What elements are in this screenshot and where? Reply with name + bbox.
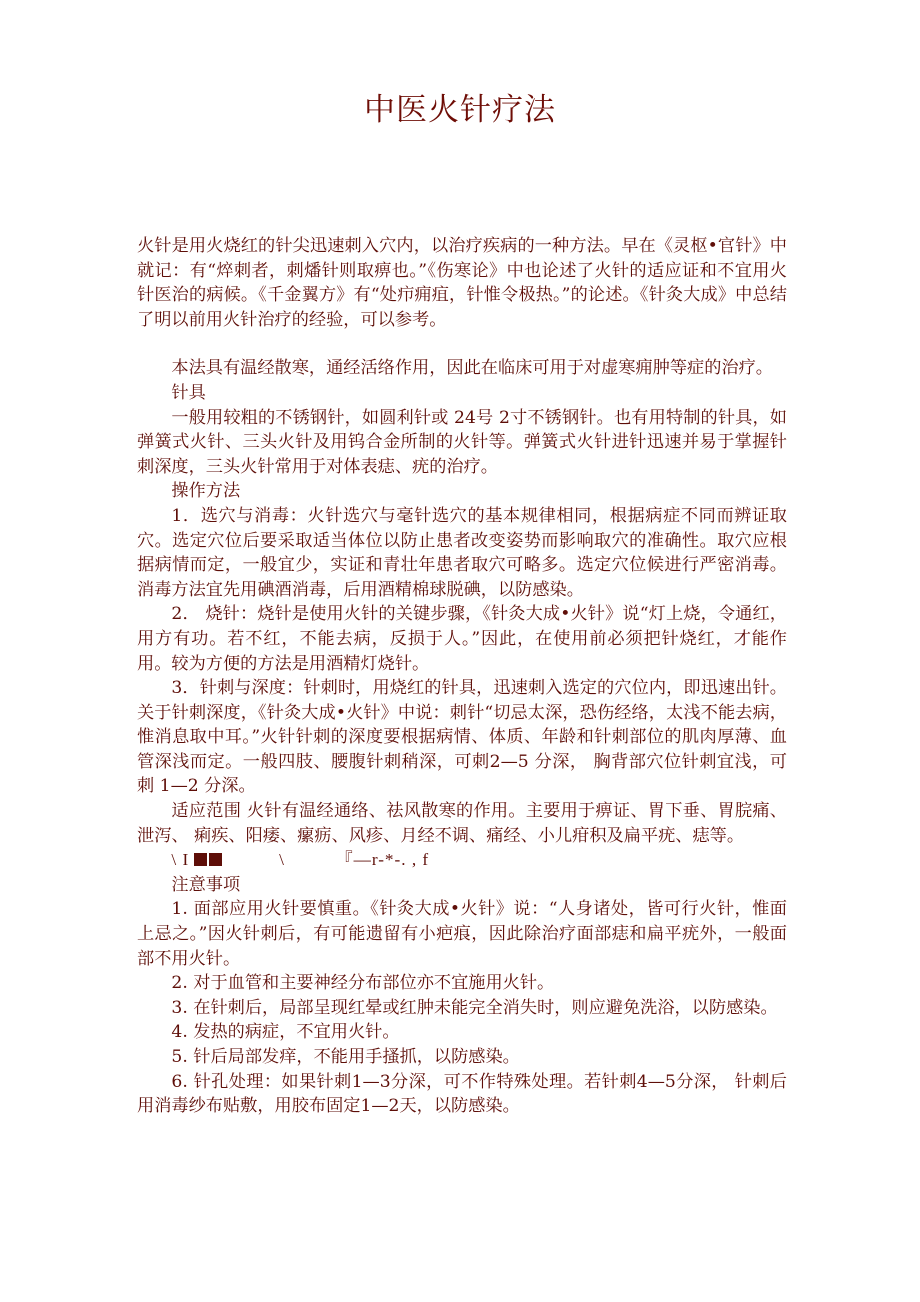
black-square-mark [209, 853, 222, 866]
method-heading: 操作方法 [171, 481, 241, 502]
scope-paragraph: 适应范围 火针有温经通络、祛风散寒的作用。主要用于痹证、胃下垂、胃脘痛、泄泻、 痢疾、阳痿、瘰疬、风疹、月经不调、痛经、小儿疳积及扁平疣、痣等。 [137, 801, 787, 846]
note-item-5: 5. 针后局部发痒，不能用手搔抓，以防感染。 [171, 1047, 520, 1067]
document-body [137, 234, 787, 1119]
notes-heading: 注意事项 [171, 874, 241, 895]
note-item-2: 2. 对于血管和主要神经分布部位亦不宜施用火针。 [171, 973, 555, 994]
garbled-fragment-a: \ I [171, 850, 190, 870]
garbled-fragment-c: 『—r-*-. , f [335, 850, 430, 870]
garbled-ocr-line [137, 848, 787, 873]
method-step-2: 2． 烧针：烧针是使用火针的关键步骤，《针灸大成•火针》说“灯上烧，令通红，用方有功。若不红，不能去病，反损于人。”因此，在使用前必须把针烧红，才能作用。较为方便的方法是用酒精灯烧针。 [137, 604, 787, 674]
black-square-mark [194, 853, 207, 866]
intro-paragraph: 火针是用火烧红的针尖迅速刺入穴内，以治疗疾病的一种方法。早在《灵枢•官针》中就记：有“焠刺者，刺燔针则取痹也。”《伤寒论》中也论述了火针的适应证和不宜用火针医治的病候。《千金翼方》有“处疖痈疽，针惟令极热。”的论述。《针灸大成》中总结了明以前用火针治疗的经验，可以参考。 [137, 236, 787, 330]
note-item-6: 6. 针孔处理：如果针刺1—3分深，可不作特殊处理。若针刺4—5分深， 针刺后用消毒纱布贴敷，用胶布固定1—2天，以防感染。 [137, 1071, 787, 1117]
method-step-1: 1．选穴与消毒：火针选穴与毫针选穴的基本规律相同，根据病症不同而辨证取穴。选定穴位后要采取适当体位以防止患者改变姿势而影响取穴的准确性。取穴应根据病情而定，一般宜少，实证和青壮年患者取穴可略多。选定穴位候进行严密消毒。消毒方法宜先用碘酒消毒，后用酒精棉球脱碘，以防感染。 [137, 505, 787, 600]
tools-paragraph: 一般用较粗的不锈钢针，如圆利针或 24号 2寸不锈钢针。也有用特制的针具，如弹簧式火针、三头火针及用钨合金所制的火针等。弹簧式火针进针迅速并易于掌握针刺深度，三头火针常用于对体表痣、疣的治疗。 [137, 407, 787, 477]
method-step-3: 3．针刺与深度：针刺时，用烧红的针具，迅速刺入选定的穴位内，即迅速出针。关于针刺深度，《针灸大成•火针》中说：刺针“切忌太深，恐伤经络，太浅不能去病，惟消息取中耳。”火针针刺的深度要根据病情、体质、年龄和针刺部位的肌肉厚薄、血管深浅而定。一般四肢、腰腹针刺稍深，可刺2—5 分深， 胸背部穴位针刺宜浅，可刺 1—2 分深。 [137, 678, 787, 797]
note-item-1: 1. 面部应用火针要慎重。《针灸大成•火针》说：“人身诸处，皆可行火针，惟面上忌之。”因火针刺后，有可能遗留有小疤痕，因此除治疗面部痣和扁平疣外，一般面部不用火针。 [137, 899, 787, 969]
tools-heading: 针具 [171, 382, 206, 403]
page-title: 中医火针疗法 [364, 92, 556, 128]
garbled-fragment-b: \ [279, 850, 285, 870]
note-item-4: 4. 发热的病症，不宜用火针。 [171, 1022, 400, 1043]
paragraph-spacer [137, 332, 787, 356]
note-item-3: 3. 在针刺后，局部呈现红晕或红肿未能完全消失时，则应避免洗浴，以防感染。 [171, 997, 778, 1018]
effect-paragraph: 本法具有温经散寒，通经活络作用，因此在临床可用于对虚寒痈肿等症的治疗。 [171, 358, 773, 379]
